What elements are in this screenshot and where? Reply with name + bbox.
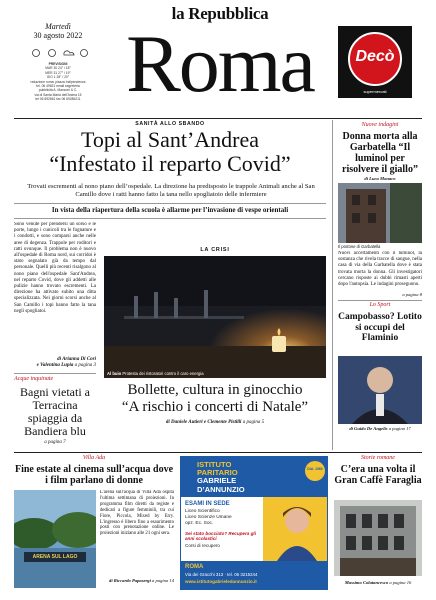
- ad-city: ROMA: [185, 564, 204, 570]
- caffe-faraglia-photo: [334, 500, 422, 576]
- brand-logo[interactable]: la Repubblica: [171, 4, 269, 23]
- right-top-photo-caption: Il portone di Garbatella: [338, 244, 381, 249]
- ad-course-3: opz. Ec. Soc.: [185, 521, 214, 526]
- ad-badge: [305, 461, 325, 481]
- right-top-photo[interactable]: [338, 183, 422, 243]
- masthead-info: [18, 62, 98, 102]
- ad-tagline: Sei stato bocciato? Recupera gli anni scolastici: [185, 531, 256, 542]
- section-kicker: SANITÀ ALLO SBANDO: [135, 121, 205, 127]
- bottom-right-headline[interactable]: C’era una volta il Gran Caffè Faraglia: [334, 464, 422, 486]
- right-mid-byline: di Guido De Angelis: [349, 426, 388, 431]
- left-brief-headline[interactable]: Bagni vietati a Terracina spiaggia da Bandiera blu: [20, 385, 90, 438]
- ad-course-1: Liceo Scientifico: [185, 509, 220, 514]
- garbatella-photo: [338, 183, 422, 243]
- info-line: tel. 06 49821 email segreteria: [36, 84, 80, 89]
- deco-tagline: supermercati: [363, 89, 387, 94]
- lead-standfirst: Trovati escrementi al nono piano dell’ospedale. La direzione ha predisposto le trappole Animali anche al San Camillo dove i ratti hanno fatto la tana nello spogliatoio delle infermiere: [27, 183, 315, 198]
- lead-byline: [14, 357, 96, 369]
- ad-title-1: ISTITUTO: [197, 460, 232, 469]
- right-top-body: Nuovi accertamenti con il luminol, la sostanza che rivela tracce di sangue, nella casa di via della Garbatella dove è stata trovata morta la donna. Gli investigatori cercano risposte ai dubbi rimasti aperti dopo l'autopsia. Le indagini proseguono.: [338, 251, 422, 288]
- right-top-page-ref[interactable]: a pagina 8: [402, 292, 422, 297]
- ad-address: Via dei Gracchi 313 · tel. 06 3215244: [185, 572, 258, 577]
- city-title[interactable]: Roma: [126, 18, 314, 109]
- right-mid-headline[interactable]: Campobasso? Lotito si occupi del Flaminio: [338, 312, 422, 343]
- photo-story-image[interactable]: [104, 256, 326, 378]
- weather-icon: [30, 47, 90, 59]
- bottom-left-photo[interactable]: [14, 490, 96, 588]
- ad-title-3: GABRIELE: [197, 476, 237, 486]
- bottom-right-byline-row: [334, 580, 422, 585]
- photo-story-byline: di Daniele Autieri e Clemente Pistilli: [165, 420, 242, 425]
- masthead-rule: [14, 118, 422, 119]
- ad-title-2: PARITARIO: [197, 468, 238, 478]
- bottom-right-byline: Massimo Colatancesco: [344, 580, 389, 585]
- lotito-photo: [338, 356, 422, 424]
- right-mid-rule: [338, 300, 422, 301]
- info-line: MAR 30 24° / 18°: [45, 66, 71, 71]
- photo-caption-text: Protesta dei ristoratori contro il caro energia: [122, 371, 204, 376]
- ad-title: [197, 461, 293, 494]
- ad-tagline-2: Corsi di recupero: [185, 543, 220, 548]
- subhead-rule: [14, 218, 326, 219]
- photo-story-label: LA CRISI: [200, 247, 230, 253]
- weather-icons: [30, 46, 90, 58]
- right-mid-kicker: Lo Sport: [369, 302, 391, 308]
- photo-story-headline-line2: “A rischio i concerti di Natale”: [121, 399, 309, 415]
- info-line: GIO 1 28° / 20°: [46, 75, 70, 80]
- deco-ad[interactable]: [338, 26, 412, 98]
- bottom-left-headline[interactable]: Fine estate al cinema sull’acqua dove i film parlano di donne: [14, 464, 174, 486]
- lead-headline-line1: Topi al Sant’Andrea: [80, 127, 260, 152]
- right-top-headline[interactable]: Donna morta alla Garbatella “Il luminol per risolvere il giallo”: [342, 131, 418, 175]
- photo-story-byline-row: [104, 420, 326, 425]
- photo-caption: [107, 371, 323, 376]
- bottom-right-kicker: Storie romane: [361, 455, 395, 461]
- weather-title: PREVISIONI: [48, 62, 68, 66]
- bottom-row-rule: [14, 452, 422, 453]
- left-brief-page-ref[interactable]: a pagina 7: [44, 440, 66, 445]
- ad-photo: [263, 497, 328, 561]
- lead-headline-line2: “Infestato il reparto Covid”: [49, 151, 291, 176]
- info-line: MER 31 27° / 19°: [45, 70, 71, 75]
- standfirst-rule: [14, 203, 326, 204]
- lead-body: Sono venute per prendersi un sorso e le porte, lungo i cunicoli tra le fognature e i condotti, e sono comparsi anche nelle aree di degenza. Trappole per roditori e ratti ovunque. Il problema non è nuovo all'ospedale di Roma nord, sui corridoi è stato segnalato già da tempo dal personale. Quelli più recenti risalgono al nono piano dell'ospedale Sant'Andrea, nel reparto Covid, dove gli addetti alle pulizie hanno trovato escrementi. La direzione ha attivato subito una ditta specializzata. Nei giorni scorsi anche al San Camillo i topi hanno fatto la tana negli spogliatoi.: [14, 222, 96, 314]
- masthead: [0, 0, 436, 118]
- right-top-body-wrap: [338, 251, 422, 291]
- info-line: redazione roma: piazza Indipendenza: [30, 79, 86, 84]
- bottom-right-photo[interactable]: [334, 500, 422, 576]
- left-brief-kicker: Acque inquinate: [14, 376, 54, 382]
- villa-ada-photo: [14, 490, 96, 588]
- restaurant-photo: [104, 256, 326, 378]
- right-mid-photo[interactable]: [338, 356, 422, 424]
- ad-course-2: Liceo Scienze Umane: [185, 515, 232, 520]
- bottom-left-byline-row: [100, 578, 174, 583]
- bottom-left-kicker: Villa Ada: [82, 455, 106, 461]
- right-top-byline-row: [338, 176, 422, 181]
- photo-story-page-ref[interactable]: a pagina 5: [242, 420, 265, 425]
- ad-courses: [185, 509, 261, 527]
- lead-page-ref[interactable]: a pagina 3: [74, 363, 96, 369]
- lead-headline[interactable]: [14, 128, 326, 176]
- masthead-date-block: [28, 22, 88, 40]
- deco-logo-text: Decò: [355, 48, 395, 65]
- photo-caption-prefix: Al buio: [107, 371, 122, 376]
- ad-title-4: D’ANNUNZIO: [197, 484, 245, 494]
- right-mid-byline-row: [338, 426, 422, 431]
- ad-exams-title: ESAMI IN SEDE: [185, 501, 230, 507]
- lead-byline-1: di Arianna Di Cori: [57, 357, 96, 362]
- ad-student-image: [263, 497, 328, 561]
- ad-badge-text: DAL 1960: [307, 467, 323, 471]
- right-top-byline: di Luca Monaco: [364, 176, 396, 181]
- right-mid-page-ref[interactable]: a pagina 17: [388, 426, 411, 431]
- bottom-right-page-ref[interactable]: a pagina 16: [389, 580, 412, 585]
- info-line: via di Santa Maria dell'Anima 15: [34, 92, 82, 97]
- left-brief-rule: [14, 373, 96, 374]
- bottom-left-body: L'arena sull'acqua di Villa Ada ospita l'ultima settimana di proiezioni. In programma film diretti da registe e dedicati a figure femminili, tra cui Fiore, Piccola, Mixed by Erry. L'ingresso è libero fino a esaurimento posti con prenotazione online. Le proiezioni iniziano alle 21 ogni sera.: [100, 490, 174, 537]
- right-column-divider: [332, 120, 333, 450]
- photo-story-headline[interactable]: [104, 382, 326, 416]
- school-ad[interactable]: [180, 456, 328, 590]
- lead-subhead: In vista della riapertura della scuola è allarme per l’invasione di vespe orientali: [51, 206, 289, 214]
- info-line: pubblicità A. Manzoni & C.: [38, 88, 78, 93]
- masthead-day: Martedì: [45, 22, 71, 31]
- right-top-kicker: Nuove indagini: [361, 122, 399, 128]
- info-line: tel 06 692861 fax 06 69286211: [35, 97, 81, 102]
- bottom-left-body-wrap: [100, 490, 174, 576]
- lead-body-column: [14, 222, 96, 357]
- masthead-date: 30 agosto 2022: [33, 31, 83, 40]
- photo-story-headline-line1: Bollette, cultura in ginocchio: [127, 382, 303, 398]
- ad-website[interactable]: www.istitutogabrieledannunzio.it: [185, 579, 257, 584]
- bottom-left-byline: di Riccardo Papasergi: [109, 578, 151, 583]
- villa-ada-sign: ARENA SUL LAGO: [32, 554, 78, 560]
- lead-byline-2: e Valentina Lupia: [36, 363, 74, 369]
- bottom-left-page-ref[interactable]: a pagina 14: [152, 578, 174, 583]
